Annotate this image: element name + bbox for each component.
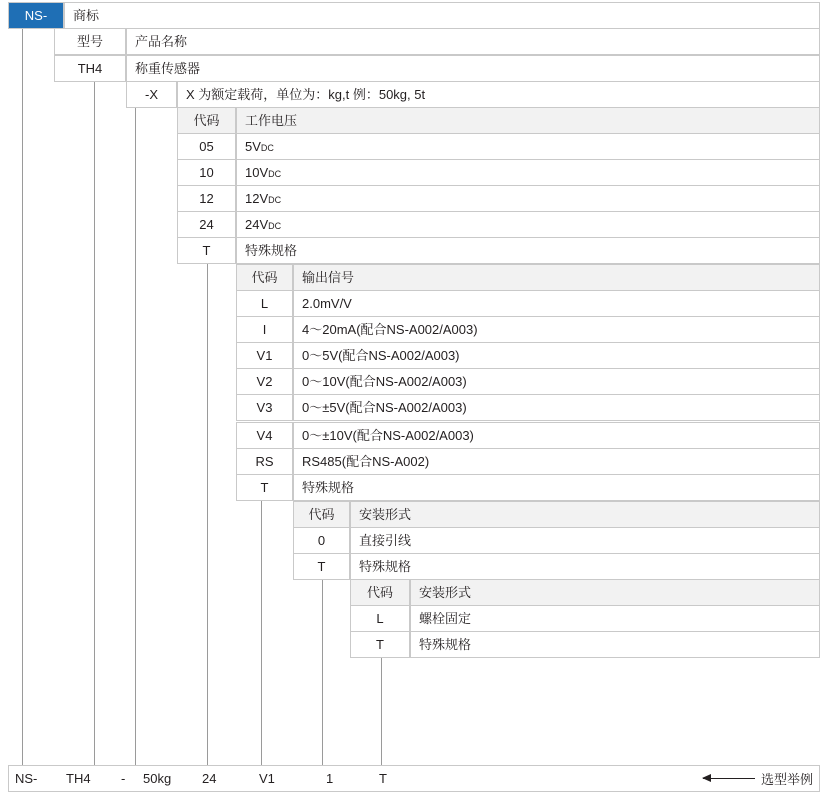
output-row [236, 422, 820, 449]
model-name-code-cell: 型号 [54, 28, 126, 55]
connector-line-load [135, 108, 136, 765]
voltage-label-05-sub: DC [260, 143, 274, 153]
voltage-row [177, 211, 820, 238]
output-row [236, 368, 820, 395]
output-code-V1: V1 [236, 342, 293, 369]
mount2-table-header [350, 579, 820, 606]
model-name-label-cell: 产品名称 [126, 28, 820, 55]
connector-line-output [261, 501, 262, 765]
mount1-header-label: 安装形式 [350, 501, 820, 528]
mount2-row [350, 605, 820, 632]
mount1-code-T: T [293, 553, 350, 580]
output-label-V4: 0～±10V(配合NS-A002/A003) [293, 422, 820, 449]
output-code-V3: V3 [236, 394, 293, 421]
mount2-code-T: T [350, 631, 410, 658]
voltage-label-24 [236, 211, 820, 238]
output-label-T: 特殊规格 [293, 474, 820, 501]
output-code-RS: RS [236, 448, 293, 475]
voltage-label-T: 特殊规格 [236, 237, 820, 264]
voltage-header-label: 工作电压 [236, 107, 820, 134]
voltage-row [177, 133, 820, 160]
voltage-row [177, 159, 820, 186]
voltage-code-12: 12 [177, 185, 236, 212]
mount1-table-header [293, 501, 820, 528]
output-label-RS: RS485(配合NS-A002) [293, 448, 820, 475]
output-row [236, 448, 820, 475]
arrow-head-icon [702, 774, 711, 782]
mount2-label-L: 螺栓固定 [410, 605, 820, 632]
voltage-label-05-text: 5V [245, 139, 261, 154]
mount1-header-code: 代码 [293, 501, 350, 528]
connector-line-model [94, 55, 95, 765]
rated-load-label-cell: X 为额定载荷，单位为：kg,t 例：50kg, 5t [177, 81, 820, 108]
mount2-label-T: 特殊规格 [410, 631, 820, 658]
voltage-label-12 [236, 185, 820, 212]
voltage-code-T: T [177, 237, 236, 264]
mount2-row [350, 631, 820, 658]
output-code-T: T [236, 474, 293, 501]
output-row [236, 290, 820, 317]
output-label-V2: 0～10V(配合NS-A002/A003) [293, 368, 820, 395]
rated-load-code-cell: -X [126, 81, 177, 108]
example-item-mount2: T [379, 771, 387, 786]
mount2-header-code: 代码 [350, 579, 410, 606]
mount1-label-0: 直接引线 [350, 527, 820, 554]
connector-line-mount2 [381, 658, 382, 765]
mount1-code-0: 0 [293, 527, 350, 554]
output-label-V3: 0～±5V(配合NS-A002/A003) [293, 394, 820, 421]
voltage-label-05 [236, 133, 820, 160]
mount1-row [293, 553, 820, 580]
output-row [236, 394, 820, 421]
mount1-label-T: 特殊规格 [350, 553, 820, 580]
output-row [236, 316, 820, 343]
example-item-dash: - [121, 771, 126, 786]
example-item-model: TH4 [66, 771, 91, 786]
voltage-label-10-text: 10V [245, 165, 269, 180]
voltage-label-10-sub: DC [268, 169, 282, 179]
voltage-code-24: 24 [177, 211, 236, 238]
output-table-header [236, 264, 820, 291]
row-brand [8, 2, 820, 29]
output-label-L: 2.0mV/V [293, 290, 820, 317]
brand-label-cell: 商标 [64, 2, 820, 29]
example-row [8, 765, 820, 792]
connector-line-voltage [207, 239, 208, 765]
voltage-label-12-sub: DC [268, 195, 282, 205]
row-model-name [54, 28, 820, 55]
voltage-header-code: 代码 [177, 107, 236, 134]
output-code-V4: V4 [236, 422, 293, 449]
mount2-code-L: L [350, 605, 410, 632]
example-arrow-group [703, 766, 813, 791]
voltage-code-05: 05 [177, 133, 236, 160]
row-rated-load [126, 81, 820, 108]
voltage-table-header [177, 107, 820, 134]
example-item-brand: NS- [15, 771, 38, 786]
connector-line-brand [22, 27, 23, 765]
output-header-code: 代码 [236, 264, 293, 291]
example-item-output: V1 [259, 771, 275, 786]
connector-line-mount1 [322, 580, 323, 765]
output-code-I: I [236, 316, 293, 343]
example-item-mount1: 1 [326, 771, 334, 786]
arrow-left-icon [703, 778, 755, 779]
output-label-I: 4～20mA(配合NS-A002/A003) [293, 316, 820, 343]
example-item-voltage: 24 [202, 771, 217, 786]
output-code-V2: V2 [236, 368, 293, 395]
mount2-header-label: 安装形式 [410, 579, 820, 606]
voltage-label-12-text: 12V [245, 191, 269, 206]
voltage-code-10: 10 [177, 159, 236, 186]
model-th4-code-cell: TH4 [54, 55, 126, 82]
output-label-V1: 0～5V(配合NS-A002/A003) [293, 342, 820, 369]
voltage-label-24-sub: DC [268, 221, 282, 231]
output-code-L: L [236, 290, 293, 317]
voltage-label-10 [236, 159, 820, 186]
mount1-row [293, 527, 820, 554]
voltage-label-24-text: 24V [245, 217, 269, 232]
brand-code-cell: NS- [8, 2, 64, 29]
output-row [236, 474, 820, 501]
voltage-row [177, 185, 820, 212]
output-row [236, 342, 820, 369]
model-th4-label-cell: 称重传感器 [126, 55, 820, 82]
example-item-load: 50kg [143, 771, 172, 786]
example-arrow-label: 选型举例 [760, 772, 813, 787]
output-header-label: 输出信号 [293, 264, 820, 291]
voltage-row [177, 237, 820, 264]
row-model-th4 [54, 55, 820, 82]
